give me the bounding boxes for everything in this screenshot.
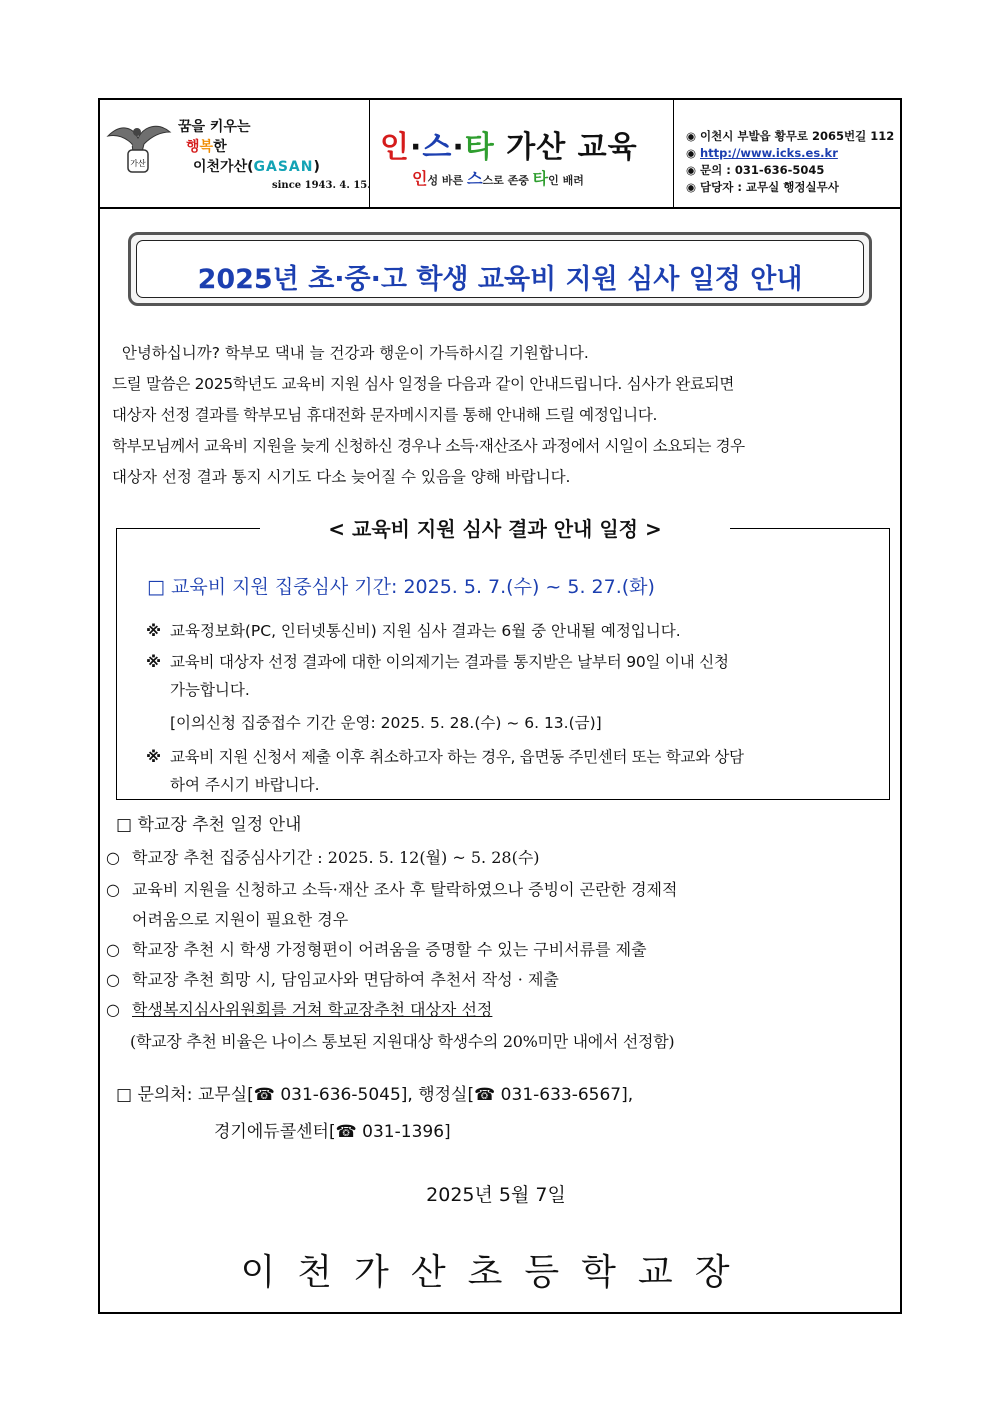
circle-bullet-icon: ○ (106, 1000, 120, 1019)
rec-item (106, 935, 647, 965)
rec-text: 학교장 추천 시 학생 가정형편이 어려움을 증명할 수 있는 구비서류를 제출 (132, 940, 647, 959)
rec-item (106, 875, 677, 905)
bullet-icon: ◉ (686, 146, 697, 160)
circle-bullet-icon: ○ (106, 880, 120, 899)
brand-dot: · (409, 130, 423, 165)
rec-footnote: (학교장 추천 비율은 나이스 통보된 지원대상 학생수의 20%미만 내에서 선정함) (130, 1032, 675, 1051)
slogan-happy: 한 (213, 139, 227, 155)
note-mark-icon: ※ (146, 748, 161, 766)
focus-period: □ 교육비 지원 집중심사 기간: 2025. 5. 7.(수) ~ 5. 27.(화) (147, 576, 655, 598)
note-continuation: 하여 주시기 바랍니다. (170, 776, 320, 794)
rec-text: 학생복지심사위원회를 거쳐 학교장추천 대상자 선정 (132, 1000, 493, 1019)
brand-dot: · (452, 130, 465, 165)
rec-continuation: 어려움으로 지원이 필요한 경우 (132, 910, 349, 929)
contact-person (686, 179, 894, 196)
title-inner-frame (136, 240, 864, 298)
rec-text: 학교장 추천 희망 시, 담임교사와 면담하여 추천서 작성 · 제출 (132, 970, 559, 989)
bullet-icon: ◉ (686, 129, 697, 143)
school-info (686, 128, 894, 196)
rec-text: 교육비 지원을 신청하고 소득·재산 조사 후 탈락하였으나 증빙이 곤란한 경제적 (132, 880, 678, 899)
intro-line: 대상자 선정 결과 통지 시기도 다소 늦어질 수 있음을 양해 바랍니다. (112, 468, 571, 486)
svg-text:가산: 가산 (130, 159, 146, 168)
homepage (686, 145, 894, 162)
brand-ta: 타 (464, 130, 495, 165)
brand-rest: 가산 교육 (494, 130, 638, 165)
address (686, 128, 894, 145)
rec-item (106, 995, 492, 1025)
homepage-link[interactable]: http://www.icks.es.kr (700, 146, 838, 160)
brand-sub-lead: 타 (532, 169, 549, 188)
intro-line: 드릴 말씀은 2025학년도 교육비 지원 심사 일정을 다음과 같이 안내드립니다. 심사가 완료되면 (112, 375, 735, 393)
school-emblem-logo (104, 114, 174, 180)
contact-line: □ 문의처: 교무실[☎ 031-636-5045], 행정실[☎ 031-633-6567], (116, 1085, 634, 1105)
slogan-happy: 행 (186, 139, 200, 155)
brand-sub-lead: 스 (467, 169, 483, 188)
note-mark-icon: ※ (146, 622, 162, 640)
phone-text: 문의 : 031-636-5045 (700, 163, 825, 177)
note-text: 교육정보화(PC, 인터넷통신비) 지원 심사 결과는 6월 중 안내될 예정입니다. (170, 622, 681, 640)
brand-sub-rest: 스로 존중 (482, 174, 533, 187)
appeal-period: [이의신청 집중접수 기간 운영: 2025. 5. 28.(수) ~ 6. 13.(금)] (170, 714, 602, 732)
brand-subtitle (412, 166, 584, 189)
brand-sub-rest: 성 바른 (427, 174, 468, 187)
contact-line: 경기에듀콜센터[☎ 031-1396] (214, 1122, 451, 1142)
note-item (146, 743, 886, 771)
circle-bullet-icon: ○ (106, 970, 120, 989)
brand-title (380, 122, 638, 166)
slogan-line (186, 137, 227, 157)
contact-person-text: 담당자 : 교무실 행정실무사 (700, 180, 839, 194)
address-text: 이천시 부발읍 황무로 2065번길 112 (700, 129, 895, 143)
brand-sub-rest: 인 배려 (548, 174, 584, 187)
school-name-en: GASAN (253, 159, 314, 175)
note-item (146, 648, 886, 676)
intro-line: 학부모님께서 교육비 지원을 늦게 신청하신 경우나 소득·재산조사 과정에서 시일이 소요되는 경우 (112, 437, 745, 455)
rec-item (106, 843, 540, 873)
bullet-icon: ◉ (686, 180, 697, 194)
slogan-line: 꿈을 키우는 (178, 119, 251, 135)
note-mark-icon: ※ (146, 653, 161, 671)
schedule-heading: < 교육비 지원 심사 결과 안내 일정 > (260, 513, 730, 542)
phone (686, 162, 894, 179)
rec-text: 학교장 추천 집중심사기간 : 2025. 5. 12(월) ~ 5. 28(수) (132, 848, 540, 867)
principal-rec-heading: □ 학교장 추천 일정 안내 (116, 815, 302, 835)
signature-principal: 이천가산초등학교장 (240, 1252, 752, 1293)
bullet-icon: ◉ (686, 163, 697, 177)
brand-in: 인 (380, 130, 410, 165)
intro-line: 안녕하십니까? 학부모 댁내 늘 건강과 행운이 가득하시길 기원합니다. (112, 344, 589, 362)
header-divider (673, 100, 674, 207)
circle-bullet-icon: ○ (106, 848, 120, 867)
note-item (146, 617, 681, 645)
brand-seu: 스 (422, 130, 453, 165)
note-text: 교육비 대상자 선정 결과에 대한 이의제기는 결과를 통지받은 날부터 90일 이내 신청 (170, 653, 729, 671)
brand-sub-lead: 인 (412, 169, 428, 188)
school-name-kr: 이천가산( (193, 159, 254, 175)
title-frame (128, 232, 872, 306)
note-text: 교육비 지원 신청서 제출 이후 취소하고자 하는 경우, 읍면동 주민센터 또는 학교와 상담 (170, 748, 744, 766)
note-continuation: 가능합니다. (170, 681, 250, 699)
rec-item (106, 965, 559, 995)
intro-line: 대상자 선정 결과를 학부모님 휴대전화 문자메시지를 통해 안내해 드릴 예정입니다. (112, 406, 658, 424)
since-date: since 1943. 4. 15. (272, 180, 371, 191)
issue-date: 2025년 5월 7일 (426, 1184, 566, 1206)
school-name-close: ) (313, 159, 320, 175)
school-name (193, 157, 320, 177)
circle-bullet-icon: ○ (106, 940, 120, 959)
page-title: 2025년 초·중·고 학생 교육비 지원 심사 일정 안내 (197, 264, 803, 295)
slogan-happy: 복 (199, 139, 214, 155)
